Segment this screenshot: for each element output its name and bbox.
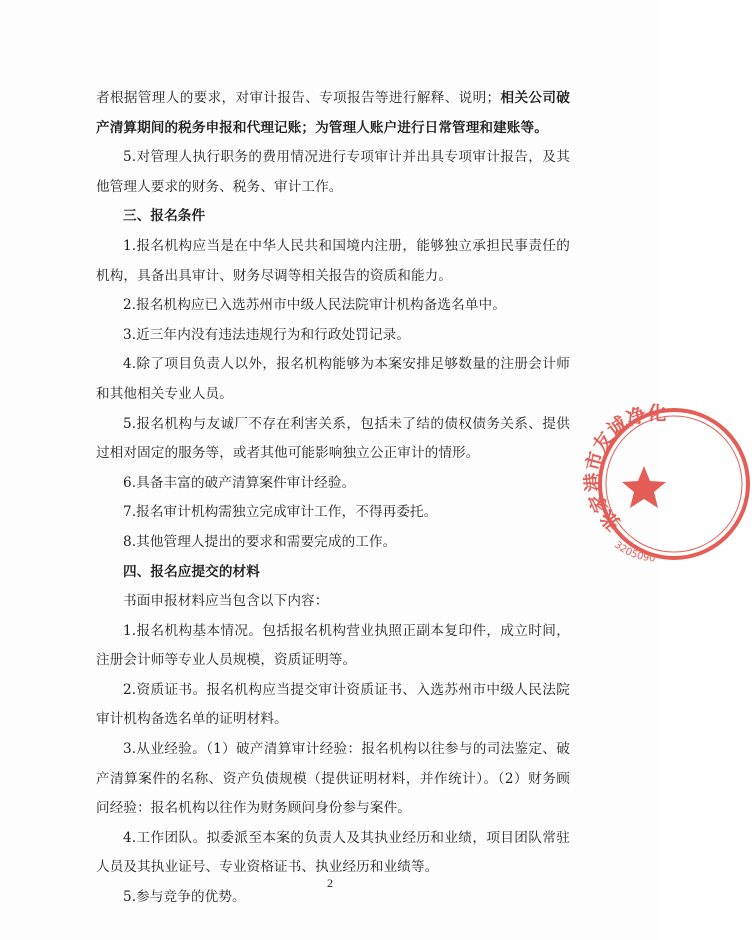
- section-heading: 四、报名应提交的材料: [123, 563, 260, 580]
- bold-text-segment: 相关公司破产清算期间的税务申报和代理记账；为管理人账户进行日常管理和建账等。: [96, 90, 570, 136]
- paragraph-item: 3.从业经验。（1）破产清算审计经验：报名机构以往参与的司法鉴定、破产清算案件的名称、资产负债规模（提供证明材料，并作统计）。（2）财务顾问经验：报名机构以往作为财务顾问身份参与案件。: [96, 741, 570, 817]
- paragraph-item: 4.工作团队。拟委派至本案的负责人及其执业经历和业绩，项目团队常驻人员及其执业证号、专业资格证书、执业经历和业绩等。: [96, 829, 570, 876]
- page-number: 2: [327, 876, 333, 890]
- paragraph-item: 3.近三年内没有违法违规行为和行政处罚记录。: [123, 326, 411, 343]
- paragraph-item: 8.其他管理人提出的要求和需要完成的工作。: [123, 533, 397, 550]
- paragraph-item: 7.报名审计机构需独立完成审计工作，不得再委托。: [123, 504, 438, 521]
- paragraph-item: 6.具备丰富的破产清算案件审计经验。: [123, 474, 356, 491]
- paragraph-item: 1.报名机构基本情况。包括报名机构营业执照正副本复印件，成立时间，注册会计师等专业人员规模，资质证明等。: [96, 622, 570, 669]
- paragraph-item: 1.报名机构应当是在中华人民共和国境内注册，能够独立承担民事责任的机构，具备出具审计、财务尽调等相关报告的资质和能力。: [96, 237, 570, 284]
- paragraph-item: 5.参与竞争的优势。: [123, 889, 246, 906]
- section-heading: 三、报名条件: [123, 208, 206, 225]
- seal-code: 3205090: [612, 539, 656, 565]
- paragraph-item: 书面申报材料应当包含以下内容：: [123, 593, 329, 610]
- paragraph-item: 5.报名机构与友诚厂不存在利害关系，包括未了结的债权债务关系、提供过相对固定的服务等，或者其他可能影响独立公正审计的情形。: [96, 415, 570, 462]
- seal-star-icon: [622, 466, 666, 508]
- seal-text: 张家港市友诚净化: [581, 402, 667, 535]
- paragraph-item: 5.对管理人执行职务的费用情况进行专项审计并出具专项审计报告，及其他管理人要求的财务、税务、审计工作。: [96, 149, 570, 195]
- company-seal-stamp: [581, 402, 754, 565]
- paragraph-item: 4.除了项目负责人以外，报名机构能够为本案安排足够数量的注册会计师和其他相关专业人员。: [96, 356, 570, 402]
- paragraph-continuation: [96, 84, 570, 143]
- paragraph-item: 2.资质证书。报名机构应当提交审计资质证书、入选苏州市中级人民法院审计机构备选名单的证明材料。: [96, 681, 570, 728]
- paragraph-item: 2.报名机构应已入选苏州市中级人民法院审计机构备选名单中。: [123, 297, 506, 314]
- text-segment: 者根据管理人的要求，对审计报告、专项报告等进行解释、说明；: [96, 90, 501, 106]
- document-body: [96, 84, 570, 913]
